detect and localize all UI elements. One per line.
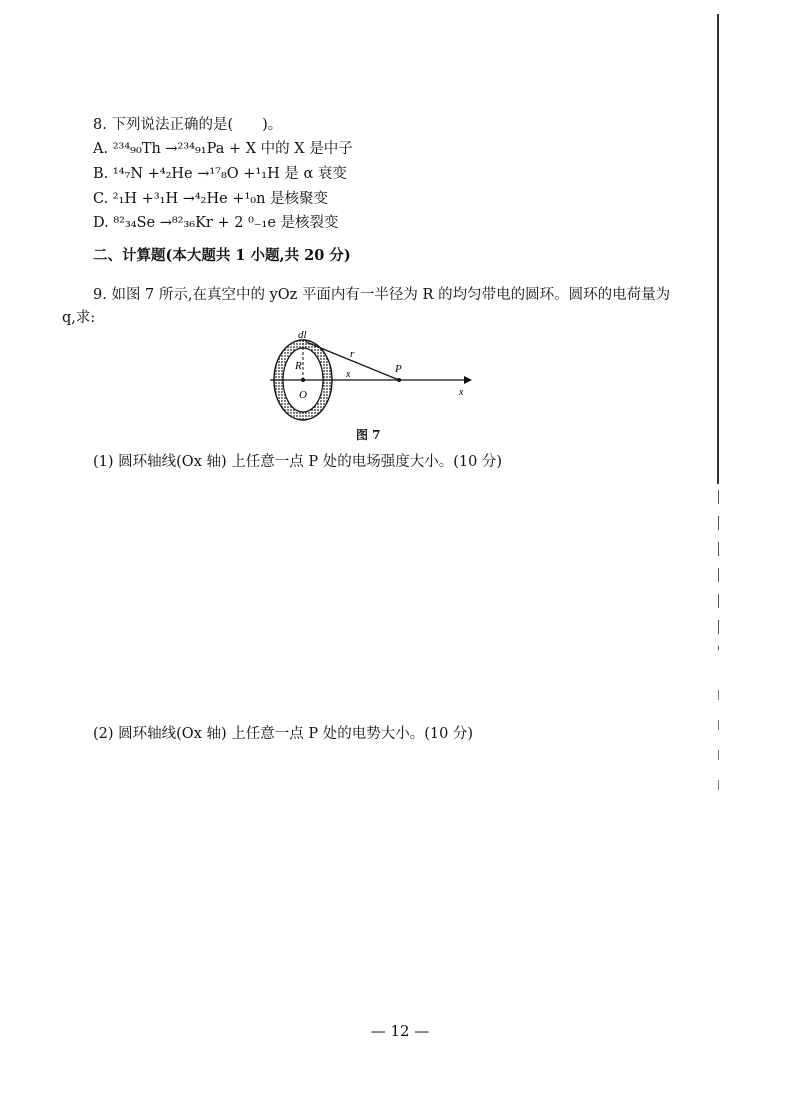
label-p: P	[395, 363, 402, 375]
option-b	[93, 164, 347, 184]
option-text: ¹⁴₇N +⁴₂He →¹⁷₈O +¹₁H 是 α 衰变	[112, 166, 347, 182]
question-9-part-2: (2) 圆环轴线(Ox 轴) 上任意一点 P 处的电势大小。(10 分)	[93, 726, 474, 742]
option-text: ²₁H +³₁H →⁴₂He +¹₀n 是核聚变	[112, 191, 329, 207]
option-a	[93, 139, 353, 159]
figure-7-diagram	[266, 322, 476, 422]
option-text: ²³⁴₉₀Th →²³⁴₉₁Pa + X 中的 X 是中子	[112, 141, 353, 157]
option-letter: B.	[93, 166, 109, 182]
point-p	[397, 378, 401, 382]
scan-edge-line	[717, 14, 719, 484]
label-x-segment: x	[346, 369, 351, 380]
label-r-distance: r	[350, 348, 355, 360]
option-d	[93, 213, 339, 233]
label-o: O	[299, 389, 307, 401]
option-letter: A.	[93, 141, 109, 157]
question-9-stem: 9. 如图 7 所示,在真空中的 yOz 平面内有一半径为 R 的均匀带电的圆环。圆环的电荷量为	[93, 287, 671, 303]
label-dl: dl	[298, 329, 307, 341]
scan-edge-line	[718, 490, 719, 650]
section-heading: 二、计算题(本大题共 1 小题,共 20 分)	[93, 247, 351, 264]
figure-caption: 图 7	[356, 428, 381, 442]
question-8-stem: 8. 下列说法正确的是( )。	[93, 117, 283, 133]
label-x-axis: x	[459, 387, 464, 398]
scan-edge-line	[718, 690, 719, 810]
option-text: ⁸²₃₄Se →⁸²₃₆Kr + 2 ⁰₋₁e 是核裂变	[113, 215, 339, 231]
page-number: — 12 —	[370, 1022, 430, 1040]
question-9-stem-continued: q,求:	[62, 310, 96, 326]
point-o	[301, 378, 305, 382]
option-letter: C.	[93, 191, 109, 207]
option-c	[93, 189, 328, 209]
label-r-radius: R	[295, 360, 302, 372]
question-9-part-1: (1) 圆环轴线(Ox 轴) 上任意一点 P 处的电场强度大小。(10 分)	[93, 454, 503, 470]
x-axis-arrow	[464, 376, 472, 384]
option-letter: D.	[93, 215, 109, 231]
